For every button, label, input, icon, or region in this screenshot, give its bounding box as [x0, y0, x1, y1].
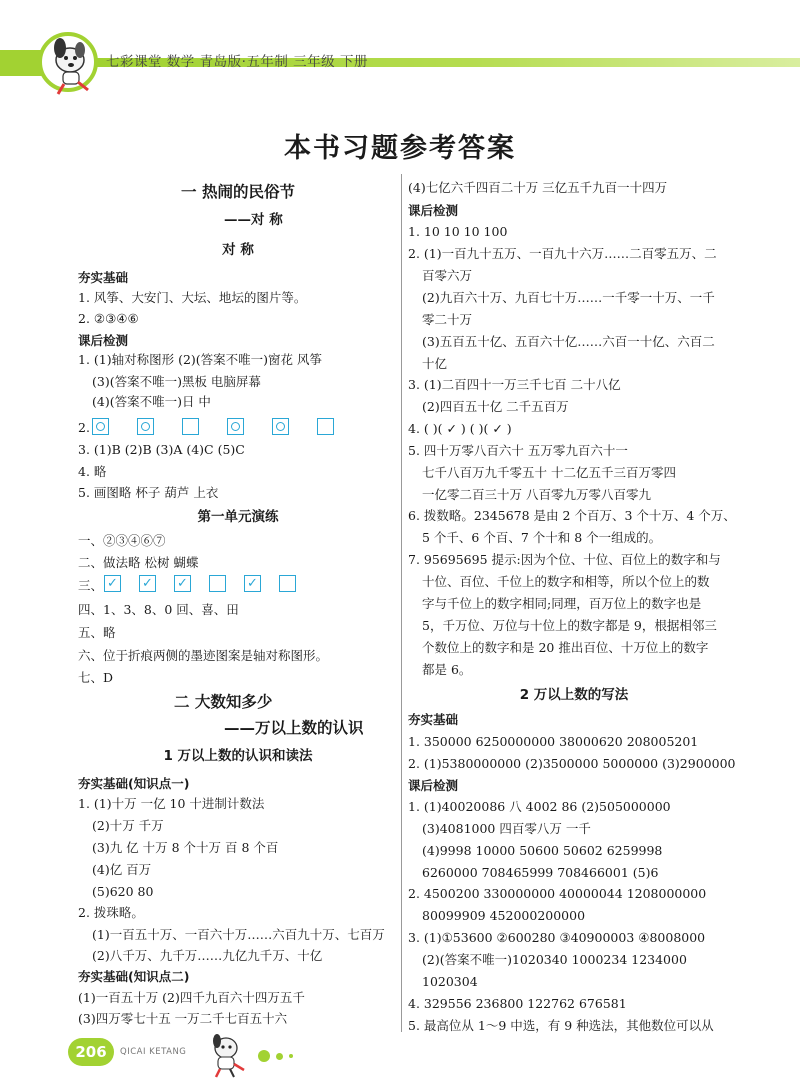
answer-line: 1. (1)40020086 八 4002 86 (2)505000000	[408, 799, 671, 814]
answer-line: 1. (1)轴对称图形 (2)(答案不唯一)窗花 风筝	[78, 352, 323, 367]
answer-box-empty	[182, 418, 199, 435]
answer-line: 都是 6。	[422, 662, 472, 677]
answer-line: 1020304	[422, 974, 478, 989]
answer-line: (1)一百五十万 (2)四千九百六十四万五千	[78, 990, 305, 1005]
unit2-title: 二 大数知多少	[174, 693, 273, 711]
answer-box-check: ✓	[104, 575, 121, 592]
answer-line: 2. 4500200 330000000 40000044 1208000000	[408, 886, 707, 901]
unit2-subtitle: ——万以上数的认识	[224, 719, 364, 737]
answer-line: 五、略	[78, 625, 116, 640]
unit1-title: 一 热闹的民俗节	[181, 183, 295, 201]
answer-line: 1. 350000 6250000000 38000620 208005201	[408, 734, 699, 749]
answer-line: 字与千位上的数字相同;同理，百万位上的数字也是	[422, 596, 702, 611]
mascot-logo	[30, 26, 116, 102]
answer-box-empty	[209, 575, 226, 592]
answer-line: 2. (1)一百九十五万、一百九十六万……二百零五万、二	[408, 246, 717, 261]
dot-icon	[258, 1050, 270, 1062]
answer-line: 5，千万位、万位与十位上的数字都是 9，根据相邻三	[422, 618, 717, 633]
section-heading: 夯实基础(知识点一)	[78, 776, 190, 791]
answer-line: 4. ( )( ✓ ) ( )( ✓ )	[408, 421, 512, 436]
answer-line: 5. 四十万零八百六十 五万零九百六十一	[408, 443, 628, 458]
answer-line: (2)四百五十亿 二千五百万	[422, 399, 569, 414]
answer-line: 一亿零二百三十万 八百零九万零八百零九	[422, 487, 651, 502]
answer-line: (2)(答案不唯一)1020340 1000234 1234000	[422, 952, 687, 967]
section-heading: 课后检测	[408, 203, 459, 218]
lesson1-title: 1 万以上数的认识和读法	[163, 748, 313, 764]
answer-line: 3. (1)B (2)B (3)A (4)C (5)C	[78, 442, 245, 457]
answer-box-circle	[92, 418, 109, 435]
answer-line: (2)八千万、九千万……九亿九千万、十亿	[92, 948, 323, 963]
answer-box-circle	[137, 418, 154, 435]
answer-line: 2.	[78, 420, 90, 435]
answer-line: (1)一百五十万、一百六十万……六百九十万、七百万	[92, 927, 385, 942]
page-header	[0, 0, 800, 84]
answer-line: (5)620 80	[92, 884, 154, 899]
answer-line: 7. 95695695 提示:因为个位、十位、百位上的数字和与	[408, 552, 721, 567]
answer-line: (3)五百五十亿、五百六十亿……六百一十亿、六百二	[422, 334, 715, 349]
page-number: 206	[68, 1038, 114, 1066]
lesson2-title: 2 万以上数的写法	[519, 687, 629, 703]
answer-box-check: ✓	[174, 575, 191, 592]
dot-icon	[289, 1054, 293, 1058]
answer-line: 七、D	[78, 670, 114, 685]
header-title: 七彩课堂 数学 青岛版·五年制 三年级 下册	[106, 54, 368, 70]
answer-line: 3. (1)二百四十一万三千七百 二十八亿	[408, 377, 621, 392]
answer-line: 一、②③④⑥⑦	[78, 533, 166, 548]
answer-line: (3)四万零七十五 一万二千七百五十六	[78, 1011, 288, 1026]
answer-line: (3)(答案不唯一)黑板 电脑屏幕	[92, 374, 261, 389]
answer-line: 七千八百万九千零五十 十二亿五千三百万零四	[422, 465, 676, 480]
unit1-review-title: 第一单元演练	[197, 509, 279, 525]
answer-line: 6. 拨数略。2345678 是由 2 个百万、3 个十万、4 个万、	[408, 508, 736, 523]
answer-line: 1. 风筝、大安门、大坛、地坛的图片等。	[78, 290, 307, 305]
unit1-lesson-title: 对 称	[222, 242, 254, 258]
answer-box-empty	[279, 575, 296, 592]
answer-line: 零二十万	[422, 312, 473, 327]
answer-line: (2)十万 千万	[92, 818, 164, 833]
answer-line: (2)九百六十万、九百七十万……一千零一十万、一千	[422, 290, 715, 305]
answer-line: 十位、百位、千位上的数字和相等，所以个位上的数	[422, 574, 710, 589]
unit1-subtitle: ——对 称	[224, 212, 283, 228]
answer-line: 2. (1)5380000000 (2)3500000 5000000 (3)2900000	[408, 756, 736, 771]
answer-box-check: ✓	[244, 575, 261, 592]
section-heading: 夯实基础	[78, 270, 129, 285]
section-heading: 课后检测	[78, 333, 129, 348]
answer-line: (3)4081000 四百零八万 一千	[422, 821, 591, 836]
answer-line: 4. 略	[78, 464, 107, 479]
symmetry-boxes	[92, 418, 334, 435]
answer-line: 二、做法略 松树 蝴蝶	[78, 555, 199, 570]
answer-line: 六、位于折痕两侧的墨迹图案是轴对称图形。	[78, 648, 329, 663]
answer-line: 1. (1)十万 一亿 10 十进制计数法	[78, 796, 265, 811]
answer-line: 十亿	[422, 356, 448, 371]
answer-line: (4)七亿六千四百二十万 三亿五千九百一十四万	[408, 180, 668, 195]
answer-line: 6260000 708465999 708466001 (5)6	[422, 865, 659, 880]
footer-brand: QICAI KETANG	[120, 1047, 187, 1057]
answer-box-empty	[317, 418, 334, 435]
footer-dots	[258, 1050, 293, 1062]
column-divider	[401, 174, 402, 1032]
answer-box-circle	[272, 418, 289, 435]
answer-line: 80099909 452000200000	[422, 908, 586, 923]
answer-line: 个数位上的数字和是 20 推出百位、十万位上的数字	[422, 640, 709, 655]
section-heading: 夯实基础(知识点二)	[78, 969, 190, 984]
answer-line: 1. 10 10 10 100	[408, 224, 508, 239]
answer-line: (4)亿 百万	[92, 862, 152, 877]
page-title: 本书习题参考答案	[284, 133, 516, 164]
answer-line: 三、	[78, 578, 104, 593]
answer-box-check: ✓	[139, 575, 156, 592]
section-heading: 夯实基础	[408, 712, 459, 727]
answer-line: 百零六万	[422, 268, 473, 283]
answer-line: 2. ②③④⑥	[78, 311, 139, 326]
answer-line: 5 个千、6 个百、7 个十和 8 个一组成的。	[422, 530, 662, 545]
answer-line: (4)9998 10000 50600 50602 6259998	[422, 843, 663, 858]
answer-line: 3. (1)①53600 ②600280 ③40900003 ④8008000	[408, 930, 706, 945]
answer-line: (3)九 亿 十万 8 个十万 百 8 个百	[92, 840, 279, 855]
section-heading: 课后检测	[408, 778, 459, 793]
answer-line: 5. 最高位从 1～9 中选，有 9 种选法，其他数位可以从	[408, 1018, 714, 1033]
dot-icon	[276, 1053, 283, 1060]
mascot-icon	[200, 1030, 252, 1080]
answer-line: 2. 拨珠略。	[78, 905, 144, 920]
check-boxes	[104, 575, 296, 592]
answer-line: 4. 329556 236800 122762 676581	[408, 996, 627, 1011]
answer-line: 5. 画图略 杯子 葫芦 上衣	[78, 485, 219, 500]
answer-box-circle	[227, 418, 244, 435]
answer-line: 四、1、3、8、0 回、喜、田	[78, 602, 239, 617]
answer-line: (4)(答案不唯一)日 中	[92, 394, 211, 409]
